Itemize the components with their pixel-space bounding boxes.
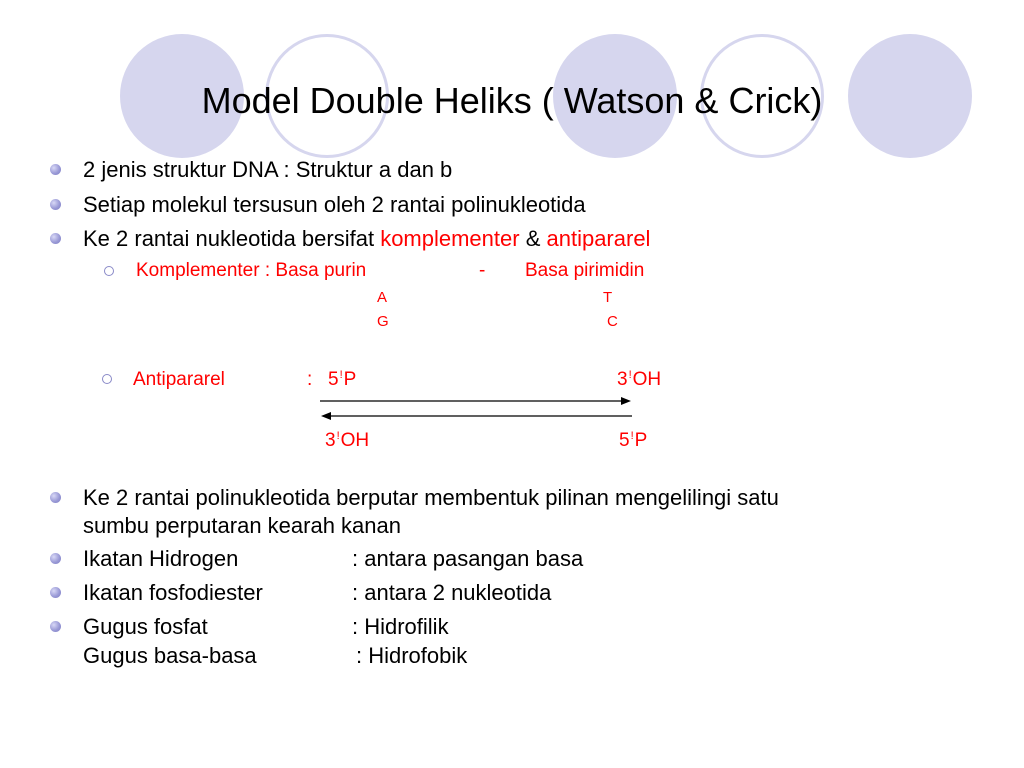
- gugus-basa-label: Gugus basa-basa: [83, 643, 257, 668]
- strand-bottom-left-end: OH: [340, 430, 370, 451]
- bullet-text-pilinan-line1: Ke 2 rantai polinukleotida berputar membentuk pilinan mengelilingi satu: [83, 485, 779, 510]
- strand-top-right-end: OH: [632, 369, 662, 390]
- bullet-icon: [50, 621, 61, 632]
- bullet-text-pilinan-line2: sumbu perputaran kearah kanan: [83, 513, 401, 538]
- prime-mark: !: [339, 369, 343, 381]
- komplementer-label: Komplementer : Basa purin: [136, 260, 367, 281]
- ikatan-fosfodiester-label: Ikatan fosfodiester: [83, 580, 263, 605]
- bullet-text-molekul: Setiap molekul tersusun oleh 2 rantai polinukleotida: [83, 192, 586, 217]
- strand-bottom-right-number: 5: [619, 430, 630, 451]
- strand-bottom-left-number: 3: [325, 430, 336, 451]
- gugus-fosfat-label: Gugus fosfat: [83, 614, 208, 639]
- antipararel-colon: :: [307, 369, 313, 390]
- prime-mark: !: [630, 430, 634, 442]
- bullet-icon: [50, 553, 61, 564]
- strand-top-left-number: 5: [328, 369, 339, 390]
- strand-top-right-number: 3: [617, 369, 628, 390]
- bullet-text-struktur: 2 jenis struktur DNA : Struktur a dan b: [83, 157, 453, 182]
- pyrimidine-t: T: [603, 289, 613, 306]
- term-antipararel: antipararel: [546, 226, 651, 251]
- slide-title: Model Double Heliks ( Watson & Crick): [201, 80, 823, 121]
- arrow-right-head: [621, 397, 631, 405]
- strand-bottom-right-end: P: [634, 430, 648, 451]
- ikatan-hidrogen-value: : antara pasangan basa: [352, 546, 584, 571]
- purine-a: A: [377, 289, 388, 306]
- ampersand: &: [519, 226, 547, 251]
- term-komplementer: komplementer: [380, 226, 520, 251]
- komplementer-dash: -: [479, 260, 486, 281]
- prime-mark: !: [628, 369, 632, 381]
- komplementer-pirimidin: Basa pirimidin: [525, 260, 645, 281]
- arrow-left-head: [321, 412, 331, 420]
- bullet-icon: [50, 492, 61, 503]
- ikatan-fosfodiester-value: : antara 2 nukleotida: [352, 580, 552, 605]
- bullet-icon: [50, 587, 61, 598]
- gugus-fosfat-value: : Hidrofilik: [352, 614, 449, 639]
- purine-g: G: [377, 313, 389, 330]
- pyrimidine-c: C: [607, 313, 618, 330]
- sifat-prefix: Ke 2 rantai nukleotida bersifat: [83, 226, 381, 251]
- strand-bottom-left: [325, 429, 369, 455]
- prime-mark: !: [336, 430, 340, 442]
- gugus-basa-value: : Hidrofobik: [356, 643, 468, 668]
- antipararel-label: Antipararel: [133, 369, 225, 390]
- strand-top-left-end: P: [343, 369, 357, 390]
- ikatan-hidrogen-label: Ikatan Hidrogen: [83, 546, 239, 571]
- strand-bottom-right: [619, 429, 647, 455]
